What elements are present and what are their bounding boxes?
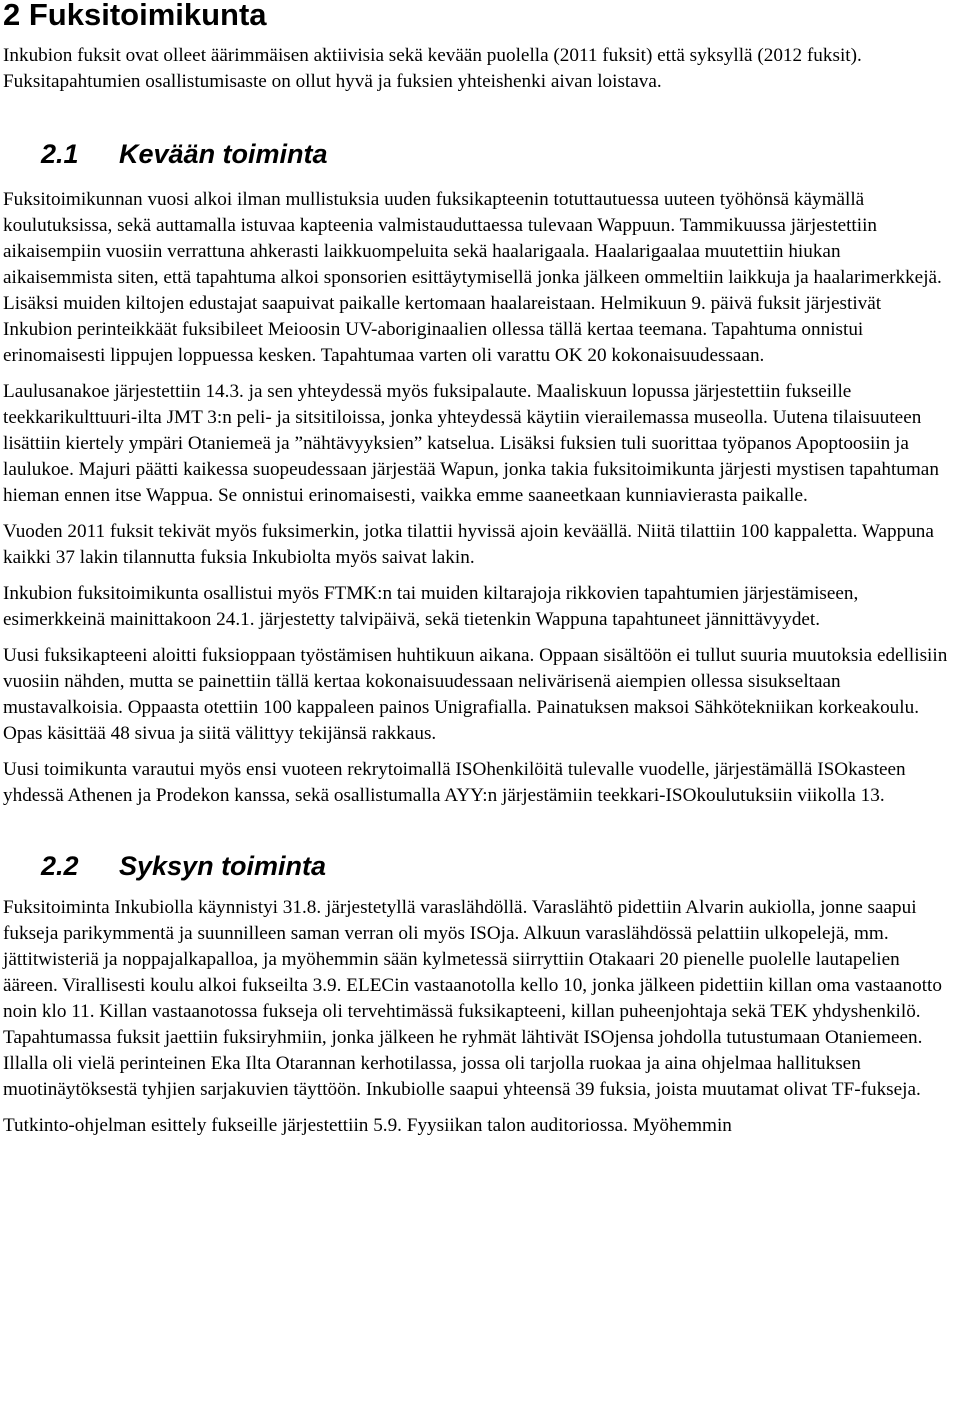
subsection-heading-autumn [3,851,953,881]
body-paragraph: Uusi toimikunta varautui myös ensi vuoteen rekrytoimallä ISOhenkilöitä tulevalle vuodelle, järjestämällä ISOkasteen yhdessä Athenen ja Prodekon kanssa, sekä osallistumalla AYY:n järjestämiin teekkari-ISOkoulutuksiin viikolla 13. [3,759,906,806]
intro-paragraph: Inkubion fuksit ovat olleet äärimmäisen aktiivisia sekä kevään puolella (2011 fuksit) että syksyllä (2012 fuksit). Fuksitapahtumien osallistumisaste on ollut hyvä ja fuksien yhteishenki aivan loistava. [3,45,862,92]
section-heading: 2 Fuksitoimikunta [3,0,267,32]
body-paragraph: Fuksitoiminta Inkubiolla käynnistyi 31.8. järjestetyllä varaslähdöllä. Varaslähtö pidettiin Alvarin aukiolla, jonne saapui fukseja parikymmentä ja suunnilleen saman verran oli myös ISOja. Alkuun varaslähdössä pelattiin ulkopelejä, mm. jättitwisteriä ja noppajalkapalloa, ja myöhemmin sään kylmetessä siirryttiin Otakaari 20 pienelle puolelle lautapelien ääreen. Virallisesti koulu alkoi fukseilta 3.9. ELECin vastaanotolla kello 10, jonka jälkeen pidettiin killan oma vastaanotto noin klo 11. Killan vastaanotossa fukseja oli tervehtimässä fuksikapteeni, killan puheenjohtaja sekä TEK yhdyshenkilö. Tapahtumassa fuksit jaettiin fuksiryhmiin, jonka jälkeen he ryhmät lähtivät ISOjensa johdolla tutustumaan Otaniemeen. Illalla oli vielä perinteinen Eka Ilta Otarannan kerhotilassa, jossa oli tarjolla ruokaa ja aina ohjelmaa hallituksen muotinäytöksestä tyhjien sarjakuvien täyttöön. Inkubiolle saapui yhteensä 39 fuksia, joista muutamat olivat TF-fukseja. [3,897,942,1100]
document-page [3,0,953,1139]
body-paragraph: Uusi fuksikapteeni aloitti fuksioppaan työstämisen huhtikuun aikana. Oppaan sisältöön ei tullut suuria muutoksia edellisiin vuosiin nähden, mutta se painettiin tällä kertaa kokonaisuudessaan nelivärisenä aiempien ollessa sisukseltaan mustavalkoisia. Oppaasta otettiin 100 kappaleen painos Unigrafialla. Painatuksen maksoi Sähkötekniikan korkeakoulu. Opas käsittää 48 sivua ja siitä välittyy tekijänsä rakkaus. [3,645,948,744]
body-paragraph: Fuksitoimikunnan vuosi alkoi ilman mullistuksia uuden fuksikapteenin totuttautuessa uuteen työhönsä käymällä koulutuksissa, sekä auttamalla istuvaa kapteenia valmistauduttaessa tulevaan Wappuun. Tammikuussa järjestettiin aikaisempiin vuosiin verrattuna ahkerasti laikkuompeluita sekä haalarigaala. Haalarigaalaa muutettiin hiukan aikaisemmista siten, että tapahtuma alkoi sponsorien esittäytymisellä jonka jälkeen ommeltiin laikkuja ja haalarimerkkejä. Lisäksi muiden kiltojen edustajat saapuivat paikalle kertomaan haalareistaan. Helmikuun 9. päivä fuksit järjestivät Inkubion perinteikkäät fuksibileet Meioosin UV-aboriginaalien ollessa tällä kertaa teemana. Tapahtuma onnistui erinomaisesti lippujen loppuessa kesken. Tapahtumaa varten oli varattu OK 20 kokonaisuudessaan. [3,189,942,366]
body-paragraph: Tutkinto-ohjelman esittely fukseille järjestettiin 5.9. Fyysiikan talon auditoriossa. Myöhemmin [3,1115,732,1136]
body-paragraph: Laulusanakoe järjestettiin 14.3. ja sen yhteydessä myös fuksipalaute. Maaliskuun lopussa järjestettiin fukseille teekkarikulttuuri-ilta JMT 3:n peli- ja sitsitiloissa, jonka yhteydessä käytiin vierailemassa museolla. Uutena tilaisuuteen lisättiin kiertely ympäri Otaniemeä ja ”nähtävyyksien” katselua. Lisäksi fuksien tuli suorittaa työpanos Apoptoosiin ja laulukoe. Majuri päätti kaikessa suopeudessaan järjestää Wapun, jonka takia fuksitoimikunta järjesti mystisen tapahtuman hieman ennen itse Wappua. Se onnistui erinomaisesti, vaikka emme saaneetkaan kunniavierasta paikalle. [3,381,939,506]
body-paragraph: Inkubion fuksitoimikunta osallistui myös FTMK:n tai muiden kiltarajoja rikkovien tapahtumien järjestämiseen, esimerkkeinä mainittakoon 24.1. järjestetty talvipäivä, sekä tietenkin Wappuna tapahtuneet jännittävyydet. [3,583,859,630]
body-paragraph: Vuoden 2011 fuksit tekivät myös fuksimerkin, jotka tilattii hyvissä ajoin keväällä. Niitä tilattiin 100 kappaletta. Wappuna kaikki 37 lakin tilannutta fuksia Inkubiolta myös saivat lakin. [3,521,934,568]
subsection-number: 2.2 [41,851,79,881]
subsection-title: Kevään toiminta [119,139,328,169]
subsection-number: 2.1 [41,139,79,169]
subsection-heading-spring [3,139,953,169]
subsection-title: Syksyn toiminta [119,851,327,881]
